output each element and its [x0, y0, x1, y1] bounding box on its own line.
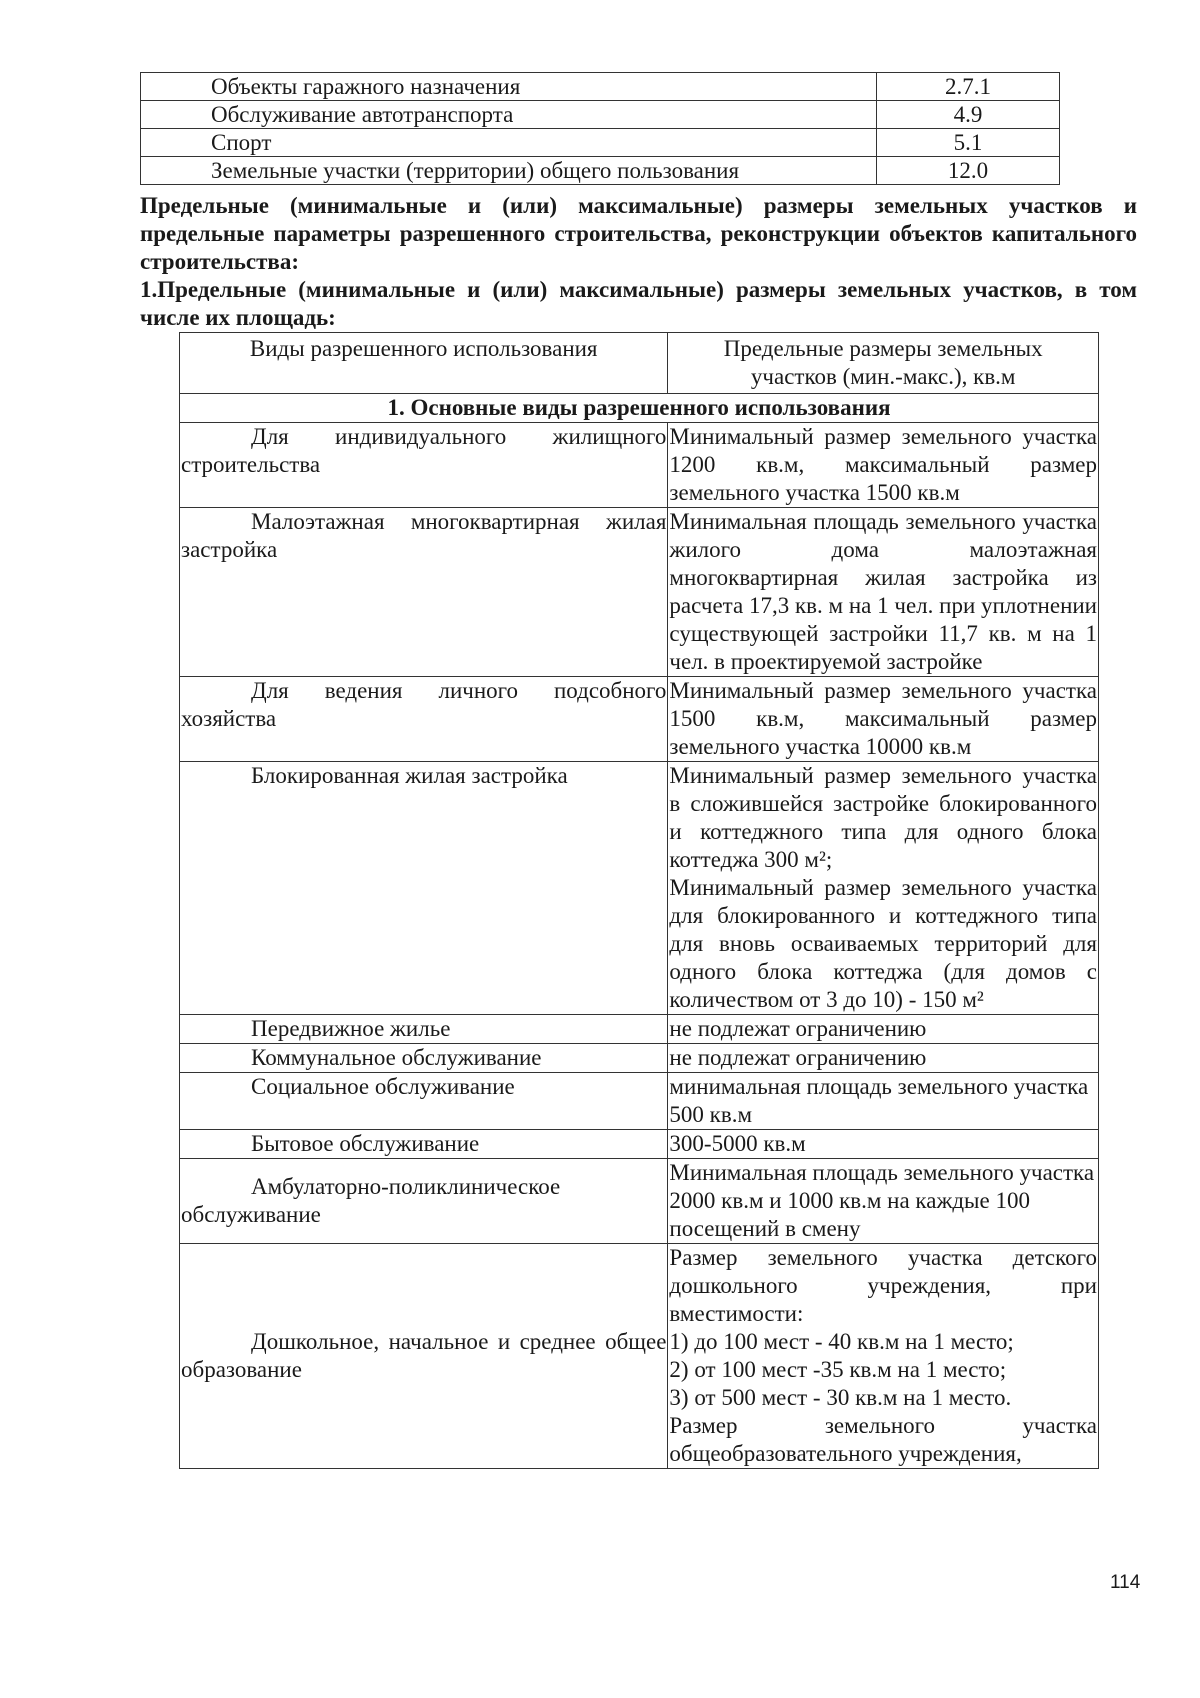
size-cell: Минимальный размер земельного участка в сложившейся застройке блокированного и коттеджного типа для одного блока коттеджа 300 м²; Минимальный размер земельного участка для блокированного и коттеджного типа для вновь осваиваемых территорий для одного блока коттеджа (для домов с количеством от 3 до 10) - 150 м²: [668, 762, 1099, 1015]
use-cell: Дошкольное, начальное и среднее общее образование: [180, 1244, 668, 1469]
use-code: 4.9: [877, 101, 1060, 129]
use-name: Объекты гаражного назначения: [141, 73, 877, 101]
use-name: Земельные участки (территории) общего пользования: [141, 157, 877, 185]
table-row: [180, 1244, 1099, 1469]
use-name: Спорт: [141, 129, 877, 157]
use-code: 2.7.1: [877, 73, 1060, 101]
table-row: [141, 101, 1060, 129]
use-cell: Малоэтажная многоквартирная жилая застройка: [180, 508, 668, 677]
table-row: [180, 1044, 1099, 1073]
use-cell: Для индивидуального жилищного строительства: [180, 423, 668, 508]
use-cell: Передвижное жилье: [180, 1015, 668, 1044]
subsection-heading: 1.Предельные (минимальные и (или) максимальные) размеры земельных участков, в том числе их площадь:: [140, 277, 1137, 330]
use-name: Обслуживание автотранспорта: [141, 101, 877, 129]
table-row: [180, 1073, 1099, 1130]
table-row: [180, 1015, 1099, 1044]
use-cell: Блокированная жилая застройка: [180, 762, 668, 1015]
use-code: 5.1: [877, 129, 1060, 157]
size-cell: Минимальный размер земельного участка 1500 кв.м, максимальный размер земельного участка 10000 кв.м: [668, 677, 1099, 762]
size-cell: не подлежат ограничению: [668, 1044, 1099, 1073]
table-row: [180, 762, 1099, 1015]
table-row: [141, 129, 1060, 157]
table-row: [180, 423, 1099, 508]
table-row: [141, 157, 1060, 185]
table-section-row: [180, 394, 1099, 423]
size-cell: Размер земельного участка детского дошкольного учреждения, при вместимости: 1) до 100 мест - 40 кв.м на 1 место; 2) от 100 мест -35 кв.м на 1 место; 3) от 500 мест - 30 кв.м на 1 место. Размер земельного участка общеобразовательного учреждения,: [668, 1244, 1099, 1469]
use-cell: Амбулаторно-поликлиническое обслуживание: [180, 1159, 668, 1244]
size-cell: Минимальная площадь земельного участка 2000 кв.м и 1000 кв.м на каждые 100 посещений в смену: [668, 1159, 1099, 1244]
column-header-use: Виды разрешенного использования: [180, 333, 668, 394]
use-cell: Бытовое обслуживание: [180, 1130, 668, 1159]
column-header-size: Предельные размеры земельных участков (мин.-макс.), кв.м: [668, 333, 1099, 394]
size-cell: не подлежат ограничению: [668, 1015, 1099, 1044]
plot-size-limits-table: [179, 332, 1099, 1469]
use-cell: Для ведения личного подсобного хозяйства: [180, 677, 668, 762]
size-cell: Минимальная площадь земельного участка жилого дома малоэтажная многоквартирная жилая застройка из расчета 17,3 кв. м на 1 чел. при уплотнении существующей застройки 11,7 кв. м на 1 чел. в проектируемой застройке: [668, 508, 1099, 677]
section-title: 1. Основные виды разрешенного использования: [180, 394, 1099, 423]
use-code: 12.0: [877, 157, 1060, 185]
land-use-codes-table: [140, 72, 1060, 185]
use-cell: Социальное обслуживание: [180, 1073, 668, 1130]
table-row: [180, 677, 1099, 762]
size-cell: Минимальный размер земельного участка 1200 кв.м, максимальный размер земельного участка 1500 кв.м: [668, 423, 1099, 508]
table-header-row: [180, 333, 1099, 394]
page-number: 114: [1110, 1572, 1141, 1593]
size-cell: минимальная площадь земельного участка 500 кв.м: [668, 1073, 1099, 1130]
table-row: [180, 508, 1099, 677]
table-row: [141, 73, 1060, 101]
use-cell: Коммунальное обслуживание: [180, 1044, 668, 1073]
table-row: [180, 1159, 1099, 1244]
size-cell: 300-5000 кв.м: [668, 1130, 1099, 1159]
section-heading: Предельные (минимальные и (или) максимальные) размеры земельных участков и предельные параметры разрешенного строительства, реконструкции объектов капитального строительства:: [140, 193, 1137, 274]
table-row: [180, 1130, 1099, 1159]
